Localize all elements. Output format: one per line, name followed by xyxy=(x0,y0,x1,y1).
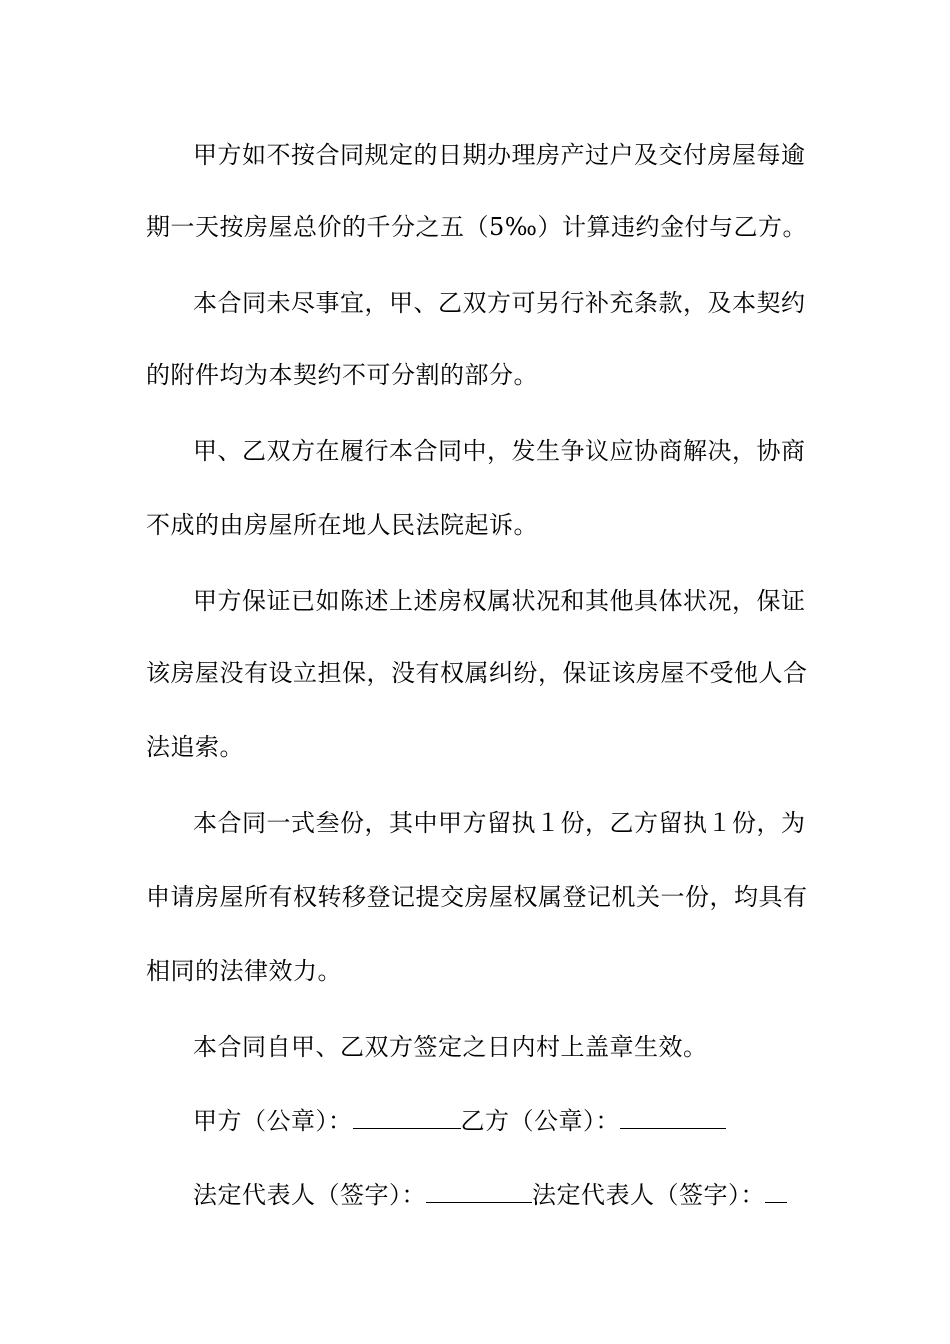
party-b-seal-blank[interactable] xyxy=(620,1106,726,1129)
paragraph-6-line-1: 本合同自甲、乙双方签定之日内村上盖章生效。 xyxy=(193,1033,708,1061)
seal-signature-row xyxy=(193,1106,873,1136)
paragraph-5-line-3: 相同的法律效力。 xyxy=(146,957,342,985)
paragraph-1-line-2: 期一天按房屋总价的千分之五（5‰）计算违约金付与乙方。 xyxy=(146,213,807,241)
paragraph-5-line-2: 申请房屋所有权转移登记提交房屋权属登记机关一份，均具有 xyxy=(146,883,808,911)
rep-a-blank[interactable] xyxy=(426,1180,532,1203)
paragraph-4-line-1: 甲方保证已如陈述上述房权属状况和其他具体状况，保证 xyxy=(193,587,806,615)
representative-signature-row xyxy=(193,1180,873,1210)
rep-a-label: 法定代表人（签字）： xyxy=(193,1181,426,1209)
paragraph-5-line-1: 本合同一式叁份，其中甲方留执１份，乙方留执１份，为 xyxy=(193,809,806,837)
paragraph-4-line-3: 法追索。 xyxy=(146,733,244,761)
paragraph-3-line-1: 甲、乙双方在履行本合同中，发生争议应协商解决，协商 xyxy=(193,437,806,465)
paragraph-2-line-2: 的附件均为本契约不可分割的部分。 xyxy=(146,361,538,389)
rep-b-blank[interactable] xyxy=(765,1180,787,1203)
paragraph-2-line-1: 本合同未尽事宜，甲、乙双方可另行补充条款，及本契约 xyxy=(193,289,806,317)
party-a-seal-blank[interactable] xyxy=(353,1106,461,1129)
paragraph-3-line-2: 不成的由房屋所在地人民法院起诉。 xyxy=(146,511,538,539)
rep-b-label: 法定代表人（签字）： xyxy=(532,1181,765,1209)
party-b-seal-label: 乙方（公章）： xyxy=(460,1107,620,1135)
paragraph-1-line-1: 甲方如不按合同规定的日期办理房产过户及交付房屋每逾 xyxy=(193,141,806,169)
party-a-seal-label: 甲方（公章）： xyxy=(193,1107,353,1135)
paragraph-4-line-2: 该房屋没有设立担保，没有权属纠纷，保证该房屋不受他人合 xyxy=(146,659,808,687)
